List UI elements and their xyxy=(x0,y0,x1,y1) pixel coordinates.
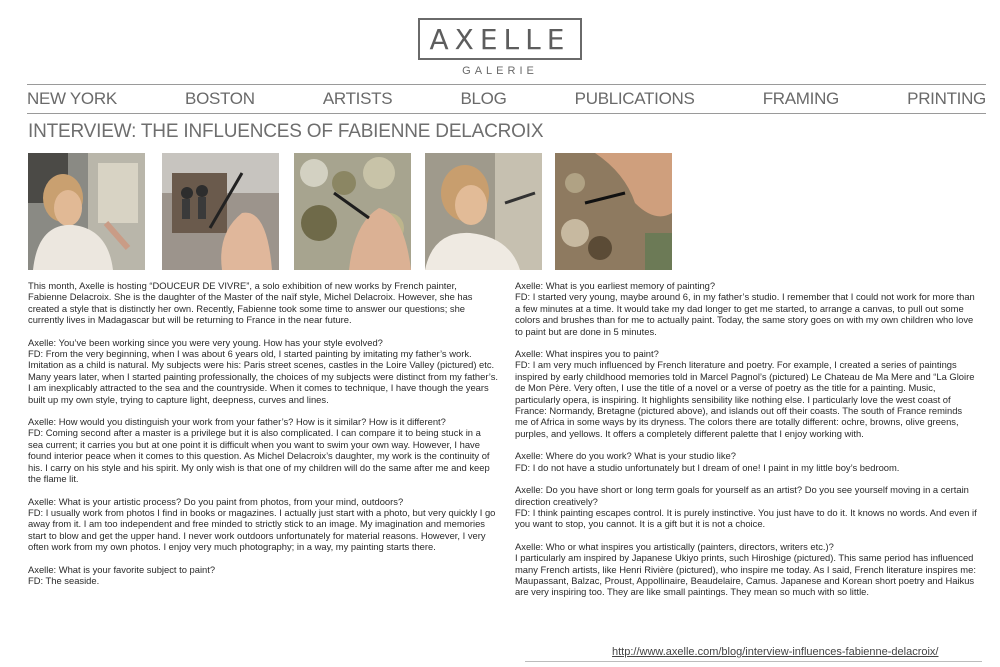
answer: FD: From the very beginning, when I was about 6 years old, I started painting by imitating my father’s work. Imitation as a child is natural. My subjects were his: Paris street scenes, castles in the Loire Valley (pictured) etc. Many years later, when I started painting professionally, the choices of my subjects were distinct from my father’s. I am inexplicably attracted to the sea and the countryside. When it comes to technique, I have though the years built up my own style, trying to capture light, deepness, curves and lines. xyxy=(28,348,498,405)
nav-artists[interactable]: ARTISTS xyxy=(322,89,393,108)
nav-blog[interactable]: BLOG xyxy=(460,89,507,108)
main-nav xyxy=(27,84,986,114)
photo-artist-painting-2 xyxy=(425,153,542,270)
nav-publications[interactable]: PUBLICATIONS xyxy=(574,89,695,108)
question: Axelle: How would you distinguish your work from your father’s? How is it similar? How is it different? xyxy=(28,416,446,428)
article-left-column xyxy=(28,280,498,597)
answer: FD: The seaside. xyxy=(28,574,100,586)
qa-distinguish xyxy=(28,416,498,484)
nav-printing[interactable]: PRINTING xyxy=(907,89,986,108)
logo[interactable] xyxy=(0,18,1000,77)
answer: FD: I am very much influenced by French literature and poetry. For example, I created a series of paintings inspired by early childhood memories told in Marcel Pagnol’s (pictured) Le Chateau de Ma Mere and “La Gloire de Mon Père. Very often, I use the title of a novel or a verse of poetry as the title for a painting. Music, particularly opera, is inspiring. It highlights sensibility like nothing else. I particularly love the west coast of France: Normandy, Bretagne (pictured above), and islands out off their coasts. The south of France reminds me of Africa in some ways by its dryness. The colors there are totally different: ochre, browns, olive greens, purples, and yellows. It offers a completely different palette that I enjoy working with. xyxy=(515,359,975,439)
qa-process xyxy=(28,496,498,553)
qa-goals xyxy=(515,484,977,530)
question: Axelle: What is you earliest memory of painting? xyxy=(515,280,716,291)
photo-hand-brush-1 xyxy=(162,153,279,270)
question: Axelle: What is your favorite subject to paint? xyxy=(28,563,216,575)
logo-wordmark: AXELLE xyxy=(418,18,583,60)
source-url-link[interactable]: http://www.axelle.com/blog/interview-influences-fabienne-delacroix/ xyxy=(612,646,939,658)
answer: FD: I think painting escapes control. It is purely instinctive. You just have to do it. It knows no words. And even if you want to stop, you cannot. It is a gift but it is not a choice. xyxy=(515,506,977,530)
photo-hand-brush-2 xyxy=(555,153,672,270)
answer: FD: Coming second after a master is a privilege but it is also complicated. I can compare it to being stuck in a sea current; it carries you but at one point it is difficult when you want to swim your own way. However, I have found interior peace when it comes to this question. As Michel Delacroix’s daughter, my work is the continuity of his. I carry on his style and his spirit. My only wish is that one of my children will do the same after me and keep the flame lit. xyxy=(28,427,490,485)
qa-studio xyxy=(515,450,977,473)
question: Axelle: Who or what inspires you artistically (painters, directors, writers etc.)? xyxy=(515,540,834,552)
logo-subtitle: GALERIE xyxy=(462,65,538,77)
intro-paragraph: This month, Axelle is hosting “DOUCEUR DE VIVRE”, a solo exhibition of new works by French painter, Fabienne Delacroix. She is the daughter of the Master of the naïf style, Michel Delacroix. However, she has created a style that is distinctly her own. Recently, Fabienne took some time to answer our questions; she currently lives in Madagascar but will be returning to France in the near future. xyxy=(28,280,473,326)
photo-painting-detail xyxy=(294,153,411,270)
question: Axelle: What inspires you to paint? xyxy=(515,348,659,360)
question: Axelle: Do you have short or long term goals for yourself as an artist? Do you see yourself moving in a certain direction creatively? xyxy=(515,484,969,507)
qa-favorite-subject xyxy=(28,564,498,587)
question: Axelle: Where do you work? What is your studio like? xyxy=(515,450,736,462)
footer-divider xyxy=(525,661,982,662)
page-title: INTERVIEW: THE INFLUENCES OF FABIENNE DELACROIX xyxy=(28,121,544,142)
photo-artist-painting-1 xyxy=(28,153,145,270)
qa-inspires xyxy=(515,348,977,439)
answer: FD: I usually work from photos I find in books or magazines. I actually just start with a photo, but very quickly I go away from it. I am too independent and free minded to strictly stick to an image. My imagination and memories start to blow and get the upper hand. I never work outdoors unfortunately for material reasons. However, I very often work from my own photos. I enjoy very much photography; in a way, my painting starts there. xyxy=(28,506,496,553)
nav-framing[interactable]: FRAMING xyxy=(762,89,839,108)
answer: I particularly am inspired by Japanese Ukiyo prints, such Hiroshige (pictured). This same period has influenced many French artists, like Henri Rivière (pictured), who inspire me today. As I said, French literature inspires me: Maupassant, Balzac, Proust, Appollinaire, Beaudelaire, Camus. Japanese and Korean short poetry and Haikus are very inspiring too. They are like small paintings. They mean so much with so little. xyxy=(515,552,976,598)
qa-earliest-memory xyxy=(515,280,977,337)
qa-influences xyxy=(515,541,977,598)
qa-style-evolved xyxy=(28,337,498,405)
article-right-column xyxy=(515,280,977,609)
nav-boston[interactable]: BOSTON xyxy=(185,89,255,108)
question: Axelle: What is your artistic process? Do you paint from photos, from your mind, outdoors? xyxy=(28,495,404,507)
answer: FD: I started very young, maybe around 6, in my father’s studio. I remember that I could not work for more than a few minutes at a time. It would take my dad longer to get me started, to arrange a canvas, to pull out some colors and brushes than for me to actually paint. Today, the same story goes on with my own children who love to paint but are done in 5 minutes. xyxy=(515,291,975,337)
question: Axelle: You’ve been working since you were very young. How has your style evolved? xyxy=(28,336,383,348)
answer: FD: I do not have a studio unfortunately but I dream of one! I paint in my little boy’s bedroom. xyxy=(515,461,900,473)
nav-new-york[interactable]: NEW YORK xyxy=(27,89,117,108)
